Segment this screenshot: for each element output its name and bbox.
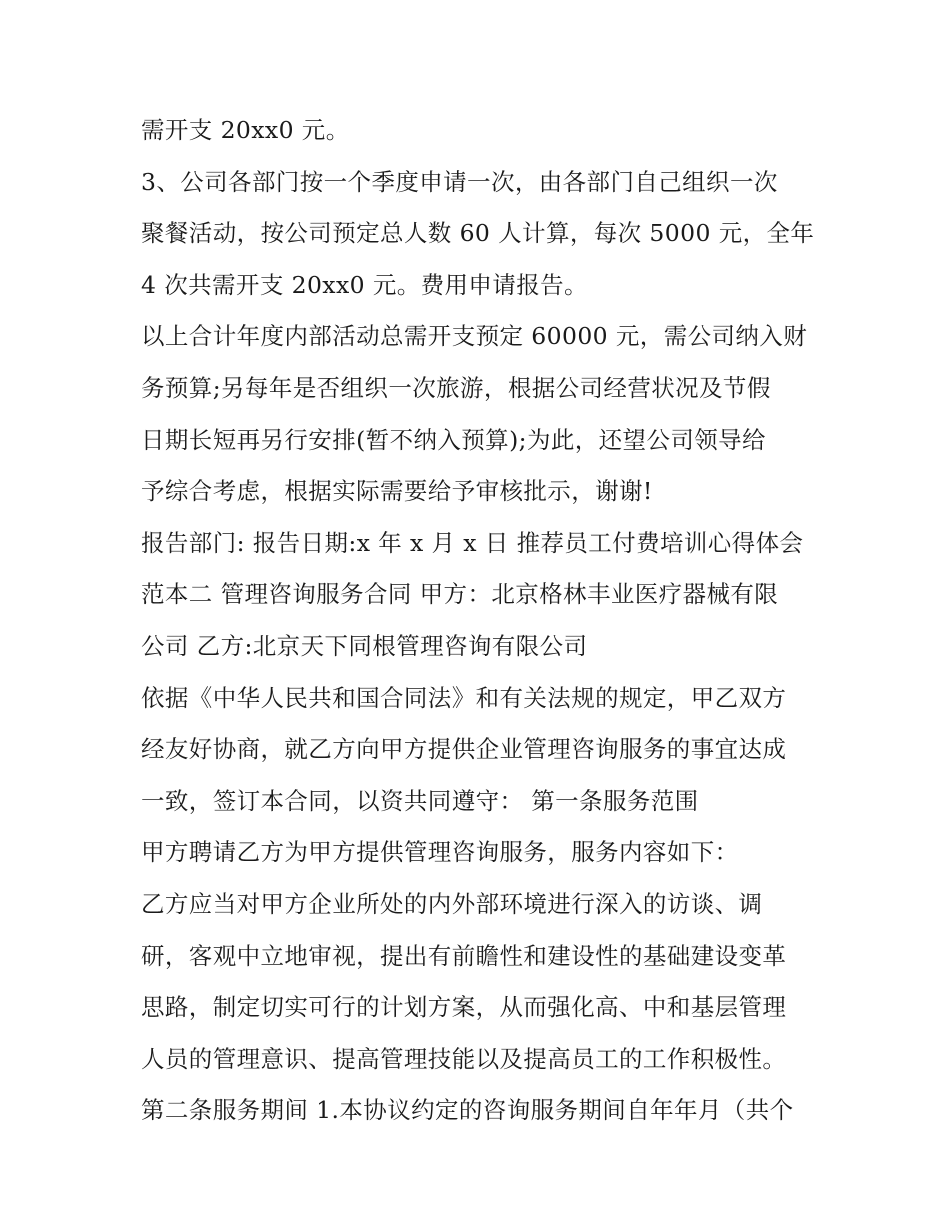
text-line-18: 思路，制定切实可行的计划方案，从而强化高、中和基层管理 bbox=[141, 993, 787, 1022]
text-line-13: 经友好协商，就乙方向甲方提供企业管理咨询服务的事宜达成 bbox=[141, 735, 787, 764]
text-line-10: 范本二 管理咨询服务合同 甲方：北京格林丰业医疗器械有限 bbox=[141, 580, 779, 609]
text-line-12: 依据《中华人民共和国合同法》和有关法规的规定，甲乙双方 bbox=[141, 683, 787, 712]
text-line-6: 务预算;另每年是否组织一次旅游，根据公司经营状况及节假 bbox=[141, 373, 771, 402]
text-line-14: 一致，签订本合同，以资共同遵守： 第一条服务范围 bbox=[141, 786, 699, 815]
text-line-16: 乙方应当对甲方企业所处的内外部环境进行深入的访谈、调 bbox=[141, 889, 763, 918]
text-line-7: 日期长短再另行安排(暂不纳入预算);为此，还望公司领导给 bbox=[141, 425, 766, 454]
text-line-19: 人员的管理意识、提高管理技能以及提高员工的工作积极性。 bbox=[141, 1044, 787, 1073]
text-line-8: 予综合考虑，根据实际需要给予审核批示，谢谢! bbox=[141, 477, 653, 506]
text-line-1: 需开支 20xx0 元。 bbox=[141, 116, 350, 144]
text-line-15: 甲方聘请乙方为甲方提供管理咨询服务，服务内容如下： bbox=[141, 838, 739, 867]
text-line-3: 聚餐活动，按公司预定总人数 60 人计算，每次 5000 元，全年 bbox=[141, 219, 815, 248]
text-line-11: 公司 乙方:北京天下同根管理咨询有限公司 bbox=[141, 631, 588, 660]
text-line-5: 以上合计年度内部活动总需开支预定 60000 元，需公司纳入财 bbox=[141, 322, 808, 351]
text-line-20: 第二条服务期间 1.本协议约定的咨询服务期间自年年月（共个 bbox=[141, 1096, 794, 1125]
document-body bbox=[141, 105, 821, 1137]
text-line-4: 4 次共需开支 20xx0 元。费用申请报告。 bbox=[141, 270, 588, 299]
text-line-9: 报告部门: 报告日期:x 年 x 月 x 日 推荐员工付费培训心得体会 bbox=[141, 528, 804, 557]
text-line-17: 研，客观中立地审视，提出有前瞻性和建设性的基础建设变革 bbox=[141, 941, 787, 970]
text-line-2: 3、公司各部门按一个季度申请一次，由各部门自己组织一次 bbox=[141, 167, 778, 196]
